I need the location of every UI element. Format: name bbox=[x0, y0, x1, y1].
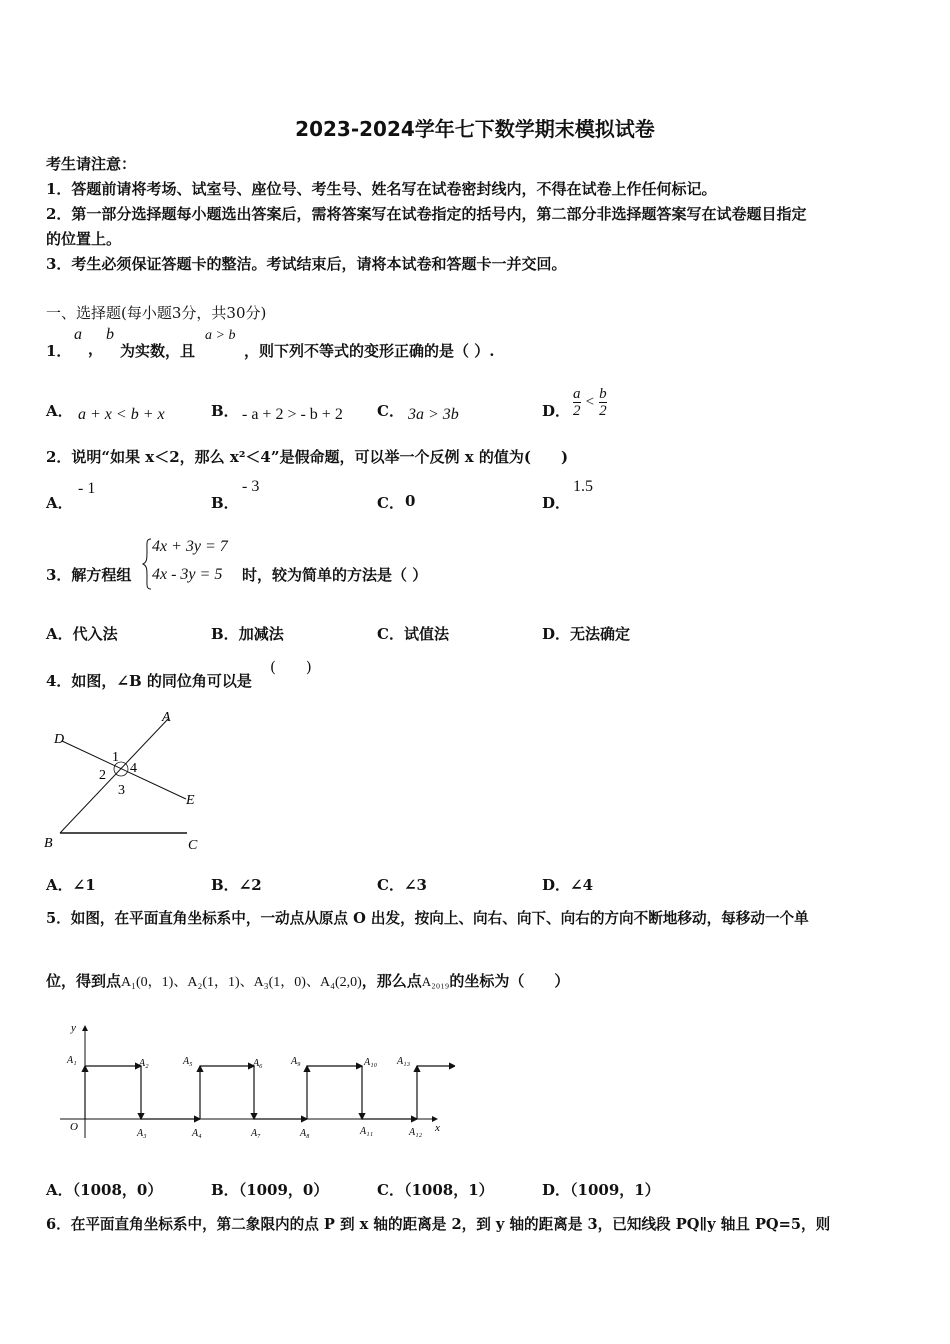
notice-item-2-cont: 的位置上。 bbox=[46, 230, 122, 248]
point-a10: A₁₀ bbox=[364, 1057, 378, 1068]
q1-option-c-label: C． bbox=[377, 402, 404, 420]
q5-option-c-label: C． bbox=[377, 1181, 404, 1199]
point-a13: A₁₃ bbox=[397, 1056, 411, 1067]
q1-d-frac-b-num: b bbox=[599, 386, 607, 402]
section-heading: 一、选择题(每小题3分，共30分) bbox=[46, 304, 267, 322]
q4-option-b-label: B． bbox=[211, 876, 239, 894]
q1-var-a: a bbox=[74, 326, 82, 343]
q5-option-d bbox=[542, 1179, 660, 1200]
q5-option-c-value: （1008，1） bbox=[403, 1181, 494, 1199]
q4-answer-paren: ( ) bbox=[270, 658, 312, 676]
notice-item-3: 3．考生必须保证答题卡的整洁。考试结束后，请将本试卷和答题卡一并交回。 bbox=[46, 255, 567, 273]
q5-coordinate-figure bbox=[55, 1018, 455, 1143]
figure-label-c: C bbox=[188, 838, 198, 853]
line-ba bbox=[60, 719, 168, 833]
q1-text-1: 为实数，且 bbox=[120, 342, 196, 360]
notice-heading: 考生请注意： bbox=[46, 155, 137, 173]
q2-text: 2．说明“如果 x＜2，那么 x²＜4”是假命题，可以举一个反例 x 的值为( ) bbox=[46, 448, 569, 466]
q6-text: 6．在平面直角坐标系中，第二象限内的点 P 到 x 轴的距离是 2，到 y 轴的距离是 3，已知线段 PQ∥y 轴且 PQ=5，则 bbox=[46, 1216, 831, 1233]
q5-line-2-mid: ，那么点 bbox=[361, 972, 422, 990]
q4-option-c bbox=[377, 874, 427, 895]
point-a9: A₉ bbox=[291, 1056, 301, 1067]
figure-label-b: B bbox=[44, 836, 53, 851]
figure-label-e: E bbox=[186, 793, 195, 808]
origin-label: O bbox=[70, 1121, 78, 1133]
q3-option-b bbox=[211, 623, 284, 644]
q3-option-a bbox=[46, 623, 118, 644]
q2-option-b-value: - 3 bbox=[242, 478, 260, 495]
point-a11: A₁₁ bbox=[360, 1126, 374, 1137]
q1-comma: ， bbox=[88, 340, 104, 358]
q4-option-d-value: ∠4 bbox=[570, 876, 594, 894]
q4-option-b bbox=[211, 874, 262, 895]
figure-label-d: D bbox=[54, 732, 65, 747]
q1-option-b-expr: - a + 2 > - b + 2 bbox=[242, 406, 343, 423]
q3-equation-1: 4x + 3y = 7 bbox=[152, 538, 228, 555]
q4-angle-figure bbox=[40, 705, 220, 855]
q4-text: 4．如图，∠B 的同位角可以是 bbox=[46, 672, 252, 690]
q3-number: 3．解方程组 bbox=[46, 566, 132, 584]
q2-option-a-value: - 1 bbox=[78, 480, 96, 497]
q3-option-d-label: D． bbox=[542, 625, 571, 643]
q1-var-b: b bbox=[106, 326, 114, 343]
point-a2: A₂ bbox=[139, 1058, 149, 1069]
q1-condition: a > b bbox=[205, 328, 236, 343]
notice-item-1: 1．答题前请将考场、试室号、座位号、考生号、姓名写在试卷密封线内，不得在试卷上作任何标记。 bbox=[46, 180, 717, 198]
page-title: 2023-2024学年七下数学期末模拟试卷 bbox=[295, 117, 655, 141]
y-axis-label: y bbox=[71, 1022, 76, 1034]
notice-item-2: 2．第一部分选择题每小题选出答案后，需将答案写在试卷指定的括号内，第二部分非选择题答案写在试卷题目指定 bbox=[46, 205, 807, 223]
figure-angle-4: 4 bbox=[130, 761, 137, 776]
q5-line-1: 5．如图，在平面直角坐标系中，一动点从原点 O 出发，按向上、向右、向下、向右的方向不断地移动，每移动一个单 bbox=[46, 910, 809, 927]
q1-option-c-expr: 3a > 3b bbox=[408, 406, 459, 423]
q3-equation-2: 4x - 3y = 5 bbox=[152, 566, 223, 583]
q3-option-d-value: 无法确定 bbox=[570, 625, 631, 643]
point-a8: A₈ bbox=[300, 1128, 310, 1139]
point-a3: A₃ bbox=[137, 1128, 147, 1139]
q5-option-a-value: （1008，0） bbox=[72, 1181, 163, 1199]
q3-option-c-label: C． bbox=[377, 625, 404, 643]
point-a6: A₆ bbox=[253, 1058, 263, 1069]
point-a12: A₁₂ bbox=[409, 1127, 423, 1138]
q4-option-a-value: ∠1 bbox=[72, 876, 96, 894]
q4-option-d-label: D． bbox=[542, 876, 571, 894]
figure-angle-3: 3 bbox=[118, 783, 125, 798]
q3-option-c-value: 试值法 bbox=[403, 625, 449, 643]
q3-option-a-label: A． bbox=[46, 625, 73, 643]
q3-text: 时，较为简单的方法是（ ） bbox=[242, 566, 428, 584]
q5-line-2 bbox=[46, 970, 569, 991]
q4-option-a-label: A． bbox=[46, 876, 73, 894]
q1-option-a-label: A． bbox=[46, 402, 73, 420]
q5-option-b-value: （1009，0） bbox=[238, 1181, 329, 1199]
q3-option-c bbox=[377, 623, 449, 644]
q1-text-2: ，则下列不等式的变形正确的是（ ）. bbox=[244, 342, 495, 360]
q1-option-a-expr: a + x < b + x bbox=[78, 406, 165, 423]
q5-line-2-pre: 位，得到点 bbox=[46, 972, 122, 990]
q2-option-d-value: 1.5 bbox=[573, 478, 593, 495]
q1-option-d-expr bbox=[573, 386, 607, 419]
q5-line-2-post: 的坐标为（ ） bbox=[449, 972, 570, 990]
q5-option-b-label: B． bbox=[211, 1181, 239, 1199]
q3-option-a-value: 代入法 bbox=[72, 625, 118, 643]
q2-option-a-label: A． bbox=[46, 494, 73, 512]
q4-option-a bbox=[46, 874, 96, 895]
q4-option-c-label: C． bbox=[377, 876, 404, 894]
q2-option-c-label: C． bbox=[377, 494, 404, 512]
point-a1: A₁ bbox=[67, 1055, 77, 1066]
q5-option-c bbox=[377, 1179, 494, 1200]
q5-option-d-value: （1009，1） bbox=[570, 1181, 660, 1199]
q1-d-frac-a-den: 2 bbox=[573, 403, 581, 419]
q3-option-d bbox=[542, 623, 630, 644]
q1-number: 1． bbox=[46, 342, 72, 360]
q1-option-b-label: B． bbox=[211, 402, 239, 420]
q4-option-c-value: ∠3 bbox=[403, 876, 427, 894]
point-a4: A₄ bbox=[192, 1128, 202, 1139]
x-axis-label: x bbox=[435, 1122, 440, 1134]
q4-option-d bbox=[542, 874, 593, 895]
point-a5: A₅ bbox=[183, 1056, 193, 1067]
q3-option-b-label: B． bbox=[211, 625, 239, 643]
q5-option-a-label: A． bbox=[46, 1181, 73, 1199]
q1-option-d-label: D． bbox=[542, 402, 571, 420]
q2-option-b-label: B． bbox=[211, 494, 239, 512]
figure-angle-1: 1 bbox=[112, 750, 119, 765]
q4-option-b-value: ∠2 bbox=[238, 876, 262, 894]
q1-d-frac-a-num: a bbox=[573, 386, 581, 402]
q1-d-relation: < bbox=[585, 394, 595, 410]
q2-option-d-label: D． bbox=[542, 494, 571, 512]
q5-option-b bbox=[211, 1179, 328, 1200]
q5-target-point: A₂₀₁₉ bbox=[421, 974, 450, 989]
q3-option-b-value: 加减法 bbox=[238, 625, 284, 643]
q1-d-frac-b-den: 2 bbox=[599, 403, 607, 419]
figure-angle-2: 2 bbox=[99, 768, 106, 783]
figure-label-a: A bbox=[162, 710, 171, 725]
point-a7: A₇ bbox=[251, 1128, 261, 1139]
q5-points: A₁(0，1)、A₂(1，1)、A₃(1，0)、A₄(2,0) bbox=[121, 975, 362, 990]
q2-option-c-value: 0 bbox=[405, 492, 416, 510]
q5-option-a bbox=[46, 1179, 162, 1200]
q5-option-d-label: D． bbox=[542, 1181, 571, 1199]
